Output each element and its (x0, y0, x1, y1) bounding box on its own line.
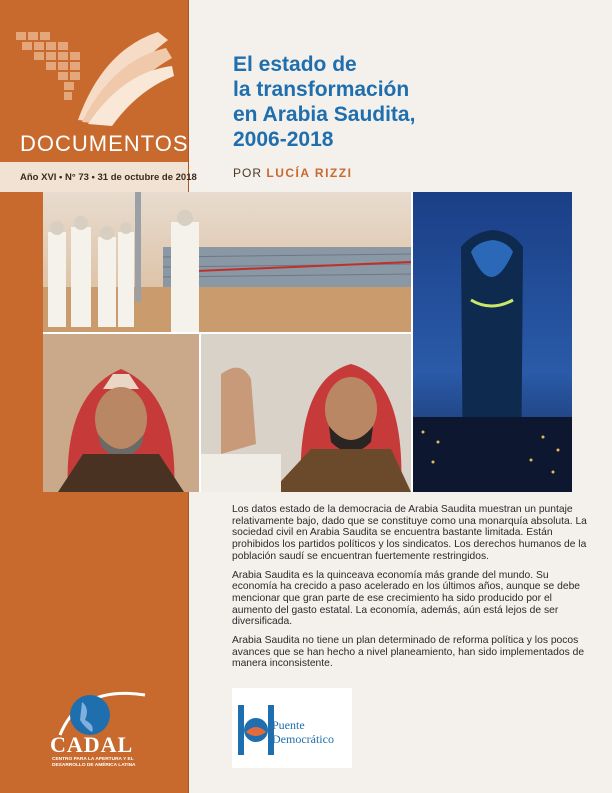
kingdom-tower-photo (413, 192, 572, 492)
byline (233, 166, 352, 180)
partner-name-line2: Democrático (272, 732, 334, 746)
map-and-pages-icon (8, 10, 178, 130)
document-title (233, 52, 593, 152)
prince-portrait-photo (201, 334, 411, 492)
title-line: 2006-2018 (233, 128, 334, 151)
cadal-name: CADAL (50, 732, 134, 757)
series-label: DOCUMENTOS (20, 131, 189, 156)
king-portrait-photo (43, 334, 199, 492)
cadal-subtitle: CENTRO PARA LA APERTURA Y EL DESARROLLO DE AMÉRICA LATINA (52, 757, 136, 768)
partner-name-line1: Puente (272, 718, 305, 732)
author-name: LUCÍA RIZZI (266, 166, 353, 180)
summary-paragraph: Los datos estado de la democracia de Arabia Saudita muestran un puntaje relativamente bajo, dado que se constituye como una monarquía absoluta. La sociedad civil en Arabia Saudita se encuentra bastante limitada. Están prohibidos los partidos políticos y los sindicatos. Los derechos humanos de la población saudí se encuentran fuertemente restringidos. (232, 504, 587, 562)
issue-info: Año XVI • N° 73 • 31 de octubre de 2018 (20, 172, 197, 183)
photo-collage (43, 192, 572, 492)
summary-text (232, 504, 587, 677)
partner-name (272, 718, 334, 746)
pd-handshake-icon (236, 700, 276, 760)
title-line: en Arabia Saudita, (233, 103, 416, 126)
byline-prefix: POR (233, 166, 263, 180)
solar-plant-photo (43, 192, 411, 332)
summary-paragraph: Arabia Saudita no tiene un plan determinado de reforma política y los pocos avances que se han hecho a nivel planeamiento, han sido implementados de manera inconsistente. (232, 635, 585, 670)
title-line: la transformación (233, 78, 410, 101)
title-line: El estado de (233, 53, 357, 76)
summary-paragraph: Arabia Saudita es la quinceava economía más grande del mundo. Su economía ha crecido a paso acelerado en los últimos años, aunque se debe mencionar que gran parte de ese crecimiento ha sido producido por el aumento del gasto estatal. La economía, además, aún está lejos de ser diversificada. (232, 569, 581, 628)
